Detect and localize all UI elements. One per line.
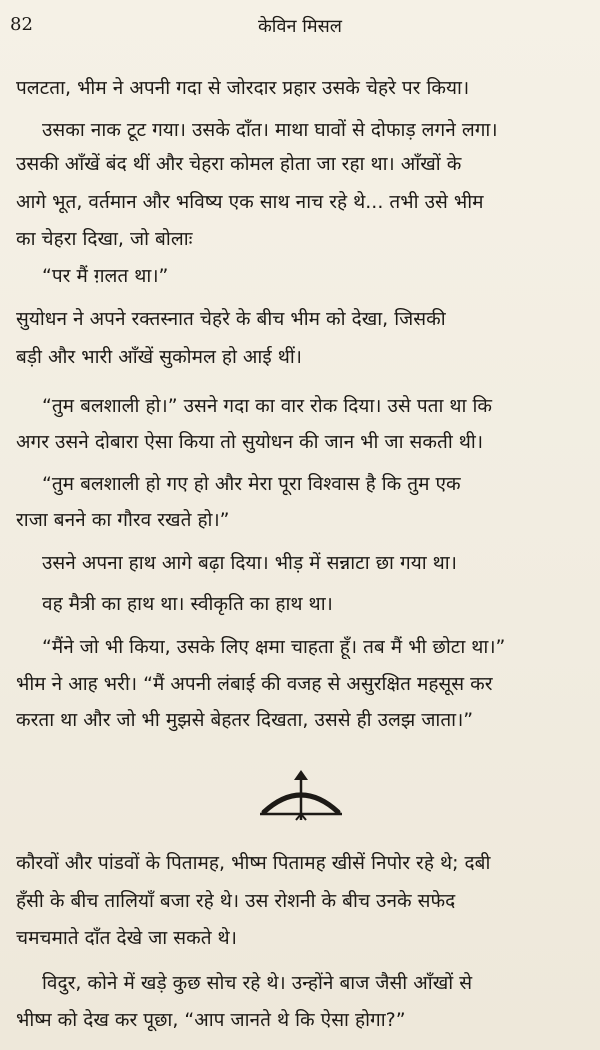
text-line: भीष्म को देख कर पूछा, “आप जानते थे कि ऐसा होगा?” [16, 1009, 406, 1031]
text-line: भीम ने आह भरी। “मैं अपनी लंबाई की वजह से असुरक्षित महसूस कर [16, 673, 493, 695]
text-line: चमचमाते दाँत देखे जा सकते थे। [16, 927, 237, 949]
text-line: “पर मैं ग़लत था।” [42, 265, 169, 287]
text-line: वह मैत्री का हाथ था। स्वीकृति का हाथ था। [42, 593, 333, 615]
bow-and-arrow-icon [258, 768, 344, 822]
page-number: 82 [10, 14, 33, 35]
text-line: उसका नाक टूट गया। उसके दाँत। माथा घावों से दोफाड़ लगने लगा। [42, 119, 498, 141]
text-line: राजा बनने का गौरव रखते हो।” [16, 509, 230, 531]
running-header-title: केविन मिसल [257, 16, 342, 37]
text-line: आगे भूत, वर्तमान और भविष्य एक साथ नाच रहे थे... तभी उसे भीम [16, 191, 484, 213]
text-line: कौरवों और पांडवों के पितामह, भीष्म पितामह खीसें निपोर रहे थे; दबी [16, 852, 491, 874]
text-line: बड़ी और भारी आँखें सुकोमल हो आई थीं। [16, 346, 302, 368]
text-line: विदुर, कोने में खड़े कुछ सोच रहे थे। उन्होंने बाज जैसी आँखों से [42, 972, 473, 994]
text-line: उसकी आँखें बंद थीं और चेहरा कोमल होता जा रहा था। आँखों के [16, 153, 462, 175]
text-line: सुयोधन ने अपने रक्तस्नात चेहरे के बीच भीम को देखा, जिसकी [16, 308, 446, 330]
text-line: उसने अपना हाथ आगे बढ़ा दिया। भीड़ में सन्नाटा छा गया था। [42, 552, 457, 574]
text-line: करता था और जो भी मुझसे बेहतर दिखता, उससे ही उलझ जाता।” [16, 709, 474, 731]
text-line: “तुम बलशाली हो गए हो और मेरा पूरा विश्वास है कि तुम एक [42, 473, 461, 495]
text-line: हँसी के बीच तालियाँ बजा रहे थे। उस रोशनी के बीच उनके सफेद [16, 890, 456, 912]
text-line: “तुम बलशाली हो।” उसने गदा का वार रोक दिया। उसे पता था कि [42, 395, 493, 417]
text-line: पलटता, भीम ने अपनी गदा से जोरदार प्रहार उसके चेहरे पर किया। [16, 77, 470, 99]
text-line: “मैंने जो भी किया, उसके लिए क्षमा चाहता हूँ। तब मैं भी छोटा था।” [42, 636, 506, 658]
text-line: अगर उसने दोबारा ऐसा किया तो सुयोधन की जान भी जा सकती थी। [16, 431, 484, 453]
text-line: का चेहरा दिखा, जो बोलाः [16, 228, 193, 250]
